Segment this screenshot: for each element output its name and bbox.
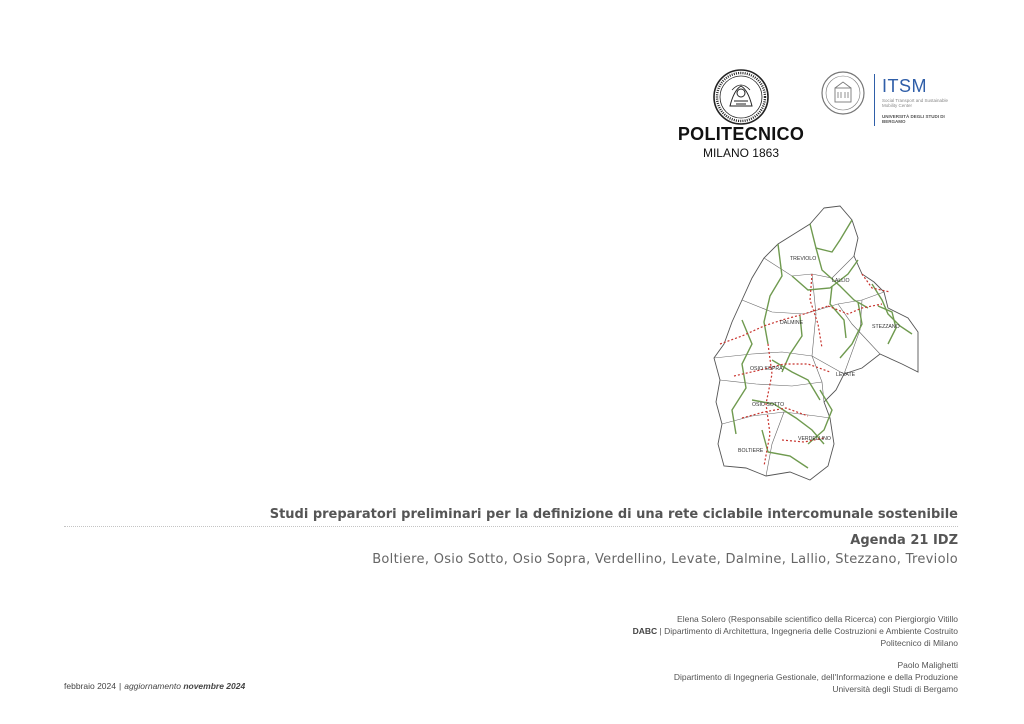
- itsm-title: ITSM: [882, 76, 927, 96]
- title-divider: [64, 526, 958, 527]
- credit-dabc-acronym: DABC: [632, 626, 658, 636]
- politecnico-name: POLITECNICO: [677, 124, 805, 144]
- date-first: febbraio 2024: [64, 681, 116, 691]
- date-update-label: aggiornamento: [124, 681, 181, 691]
- credit-department-dabc: [633, 626, 958, 636]
- map-label-osio-sopra: OSIO SOPRA: [750, 366, 783, 372]
- cycle-network-map: [712, 204, 936, 482]
- date-line: [64, 681, 245, 691]
- map-label-verdellino: VERDELLINO: [798, 436, 831, 442]
- politecnico-subtitle: MILANO 1863: [702, 146, 780, 160]
- map-label-dalmine: DALMINE: [780, 320, 804, 326]
- date-separator: |: [119, 681, 122, 691]
- itsm-university: UNIVERSITÀ DEGLI STUDI DI BERGAMO: [882, 114, 945, 124]
- credit-polimi: Politecnico di Milano: [880, 638, 958, 648]
- document-title: Studi preparatori preliminari per la definizione di una rete ciclabile intercomunale sostenibile: [269, 507, 958, 522]
- credit-authors: Elena Solero (Responsabile scientifico della Ricerca) con Piergiorgio Vitillo: [677, 614, 958, 624]
- itsm-description: Social Transport and Sustainable Mobility Center: [882, 98, 949, 108]
- map-label-boltiere: BOLTIERE: [738, 448, 764, 454]
- date-update: novembre 2024: [183, 681, 246, 691]
- itsm-divider: [874, 74, 875, 126]
- map-label-levate: LEVATE: [836, 372, 856, 378]
- map-label-treviolo: TREVIOLO: [790, 256, 817, 262]
- credit-department-unibg: Dipartimento di Ingegneria Gestionale, dell'Informazione e della Produzione: [673, 672, 958, 682]
- credit-dabc-name: | Dipartimento di Architettura, Ingegneria delle Costruzioni e Ambiente Costruito: [657, 626, 958, 636]
- map-label-stezzano: STEZZANO: [872, 324, 900, 330]
- unibg-seal-logo: [820, 70, 866, 116]
- politecnico-seal-logo: [712, 68, 770, 126]
- document-subtitle: Agenda 21 IDZ: [850, 533, 958, 548]
- credit-author-malighetti: Paolo Malighetti: [897, 660, 958, 670]
- map-label-lallio: LALLIO: [832, 278, 850, 284]
- credit-unibg: Università degli Studi di Bergamo: [832, 684, 958, 694]
- municipalities-list: Boltiere, Osio Sotto, Osio Sopra, Verdellino, Levate, Dalmine, Lallio, Stezzano, Treviolo: [372, 552, 958, 567]
- map-label-osio-sotto: OSIO SOTTO: [752, 402, 785, 408]
